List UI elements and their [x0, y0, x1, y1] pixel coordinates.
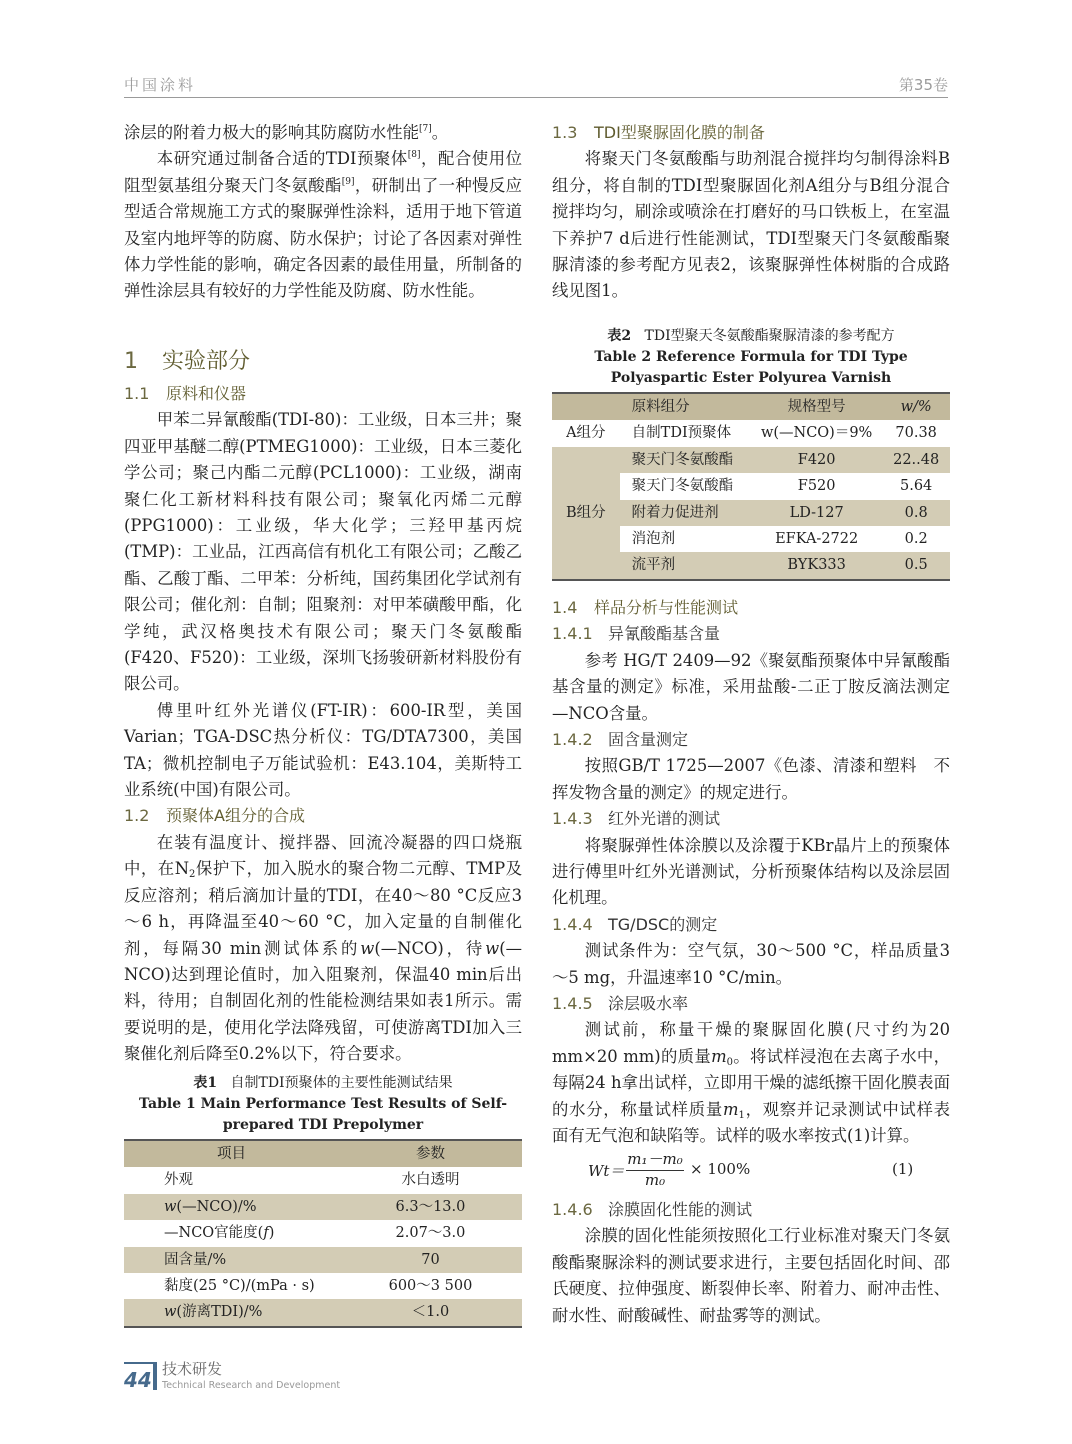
section-1-4-6	[552, 1197, 950, 1329]
paragraph	[552, 833, 950, 912]
subsubsection-heading: 1.4.4 TG/DSC的测定	[552, 914, 718, 934]
text-run: 2	[189, 869, 196, 881]
text-run: 参考 HG/T 2409—92《聚氨酯预聚体中异氰酸酯基含量的测定》标准，采用盐酸-二正丁胺反滴法测定—NCO含量。	[552, 650, 950, 723]
section-1-3	[552, 120, 950, 305]
value-cell: 水白透明	[401, 1172, 460, 1189]
text-run: 测试条件为：空气氛，30～500 °C，样品质量3～5 mg，升温速率10 °C/min。	[552, 941, 950, 987]
section-1-4	[552, 595, 950, 1149]
section-heading: 1 实验部分	[124, 349, 251, 374]
text-run: 涂膜的固化性能须按照化工行业标准对聚天门冬氨酸酯聚脲涂料的测试要求进行，主要包括固化时间、邵氏硬度、拉伸强度、断裂伸长率、附着力、耐冲击性、耐水性、耐酸碱性、耐盐雾等的测试。	[552, 1226, 950, 1325]
table-row	[124, 1167, 522, 1193]
subsubsection-heading: 1.4.6 涂膜固化性能的测试	[552, 1200, 753, 1219]
text-run: 本研究通过制备合适的TDI预聚体	[156, 149, 408, 169]
subsubsection-heading: 1.4.3 红外光谱的测试	[552, 809, 721, 829]
spec-cell: F420	[751, 447, 882, 473]
text-run: 按照GB/T 1725—2007《色漆、清漆和塑料 不挥发物含量的测定》的规定进行。	[552, 756, 950, 802]
item-cell	[124, 1194, 339, 1220]
text-run: (—NCO)达到理论值时，加入阻聚剂，保温40 min后出料，待用；自制固化剂的性能检测结果如表1所示。需要说明的是，使用化学法降残留，可使游离TDI加入三聚催化剂后降至0.2%以下，符合要求。	[124, 938, 522, 1064]
text-run: (—NCO)/%	[176, 1198, 257, 1215]
header-rule	[124, 97, 948, 98]
text-run: 外观	[164, 1172, 193, 1189]
table-row	[552, 420, 950, 446]
value-cell: 2.07～3.0	[395, 1225, 466, 1242]
text-run: 1	[738, 1109, 745, 1121]
volume-label: 第35卷	[898, 76, 948, 94]
journal-name: 中国涂料	[124, 76, 197, 94]
footer-bar	[153, 1362, 157, 1390]
material-cell: 消泡剂	[620, 526, 751, 552]
spec-cell: w(—NCO)＝9%	[751, 420, 882, 446]
table-caption: 表1 自制TDI预聚体的主要性能测试结果 Table 1 Main Performance Test Results of Self-prepared TDI Prepolymer	[138, 1075, 508, 1133]
item-cell	[124, 1167, 339, 1193]
text-run: —NCO官能度(	[164, 1225, 264, 1242]
subsection-heading: 1.1 原料和仪器	[124, 384, 247, 403]
text-run: w	[164, 1198, 177, 1215]
spec-cell: F520	[751, 473, 882, 499]
paragraph	[124, 407, 522, 697]
table-row	[124, 1299, 522, 1326]
table-row	[124, 1247, 522, 1273]
table-row	[552, 447, 950, 473]
text-run: ，研制出了一种慢反应型适合常规施工方式的聚脲弹性涂料，适用于地下管道及室内地坪等的防腐、防水保护；讨论了各因素对弹性体力学性能的影响，确定各因素的最佳用量，所制备的弹性涂层具有较好的力学性能及防腐、防水性能。	[124, 175, 522, 301]
fraction-cell: 0.5	[882, 552, 950, 579]
subsection-heading: 1.4 样品分析与性能测试	[552, 598, 739, 617]
text-run: m	[722, 1099, 739, 1119]
table-2	[552, 326, 950, 581]
table-1	[124, 1073, 522, 1328]
text-run: )	[268, 1225, 275, 1242]
text-run: 。将试样浸泡在去离子水中，每隔24 h拿出试样，立即用干燥的滤纸擦干固化膜表面的水分，称量试样质量	[552, 1046, 951, 1119]
fraction-cell: 0.8	[882, 500, 950, 526]
group-a-cell: A组分	[552, 420, 620, 446]
paragraph	[552, 938, 950, 991]
text-run: w	[164, 1304, 177, 1321]
fraction: $\frac{\text{m₁－m₀}}{\text{m₀}}$	[627, 1150, 683, 1189]
paragraph	[124, 830, 522, 1068]
text-run: [9]	[341, 176, 355, 187]
text-run: [7]	[419, 124, 432, 134]
table-row	[124, 1194, 522, 1220]
item-cell	[124, 1273, 339, 1299]
section-1-1	[124, 381, 522, 1068]
text-run: 将聚天门冬氨酸酯与助剂混合搅拌均匀制得涂料B组分，将自制的TDI型聚脲固化剂A组分与B组分混合搅拌均匀，刷涂或喷涂在打磨好的马口铁板上，在室温下养护7 d后进行性能测试，TDI型聚天门冬氨酸酯聚脲清漆的参考配方见表2，该聚脲弹性体树脂的合成路线见图1。	[552, 149, 950, 301]
text-run: 甲苯二异氰酸酯(TDI-80)：工业级，日本三井；聚四亚甲基醚二醇(PTMEG1000)：工业级，日本三菱化学公司；聚己内酯二元醇(PCL1000)：工业级，湖南聚仁化工新材料科技有限公司；聚氧化丙烯二元醇(PPG1000)：工业级，华大化学；三羟甲基丙烷(TMP)：工业品，江西高信有机化工有限公司；乙酸乙酯、乙酸丁酯、二甲苯：分析纯，国药集团化学试剂有限公司；催化剂：自制；阻聚剂：对甲苯磺酸甲酯，化学纯，武汉格奥技术有限公司；聚天门冬氨酸酯(F420、F520)：工业级，深圳飞扬骏研新材料股份有限公司。	[124, 410, 522, 694]
material-cell: 聚天门冬氨酸酯	[620, 447, 751, 473]
text-run: 0	[726, 1056, 733, 1068]
fraction-cell: 0.2	[882, 526, 950, 552]
fraction-cell: 5.64	[882, 473, 950, 499]
text-run: w	[485, 938, 500, 958]
paragraph	[552, 1017, 950, 1149]
material-cell: 聚天门冬氨酸酯	[620, 473, 751, 499]
text-run: [8]	[407, 150, 421, 161]
table-row	[124, 1220, 522, 1246]
paragraph	[552, 1223, 950, 1329]
text-run: 傅里叶红外光谱仪(FT-IR)：600-IR型，美国Varian；TGA-DSC热分析仪：TG/DTA7300，美国TA；微机控制电子万能试验机：E43.104，美斯特工业系统(中国)有限公司。	[124, 700, 522, 800]
spec-cell: BYK333	[751, 552, 882, 579]
item-cell	[124, 1299, 339, 1326]
paragraph	[124, 698, 522, 804]
table-caption: 表2 TDI型聚天冬氨酸酯聚脲清漆的参考配方 Table 2 Reference Formula for TDI Type Polyaspartic Ester Polyurea Varnish	[594, 328, 908, 386]
text-run: 在装有温度计、搅拌器、回流冷凝器的四口烧瓶中，在N	[124, 832, 522, 879]
item-cell	[124, 1220, 339, 1246]
page-number: 44	[124, 1362, 154, 1392]
material-cell: 自制TDI预聚体	[620, 420, 751, 446]
subsection-heading: 1.2 预聚体A组分的合成	[124, 806, 305, 826]
paragraph	[552, 648, 950, 727]
text-run: 涂层的附着力极大的影响其防腐防水性能	[124, 123, 420, 142]
text-run: 将聚脲弹性体涂膜以及涂覆于KBr晶片上的预聚体进行傅里叶红外光谱测试，分析预聚体结构以及涂层固化机理。	[552, 835, 950, 908]
paragraph	[552, 146, 950, 304]
footer-section-zh: 技术研发	[162, 1360, 223, 1378]
subsubsection-heading: 1.4.5 涂层吸水率	[552, 994, 689, 1014]
text-run: (游离TDI)/%	[176, 1304, 263, 1321]
value-cell: ＜1.0	[411, 1304, 450, 1321]
left-column	[124, 120, 522, 305]
text-run: w	[360, 938, 375, 958]
subsubsection-heading: 1.4.2 固含量测定	[552, 730, 689, 749]
text-run: ，观察并记录测试中试样表面有无气泡和缺陷等。试样的吸水率按式(1)计算。	[552, 1099, 951, 1146]
table-2-grid: 原料组分 规格型号 w/% A组分 自制TDI预聚体 w(—NCO)＝9% 70.38 B组分 聚天门冬氨酸酯 F420 22..48 聚天门冬氨酸酯 F520 5.64 附着力促进剂 LD-127 0.8 消泡剂 EFKA-2722 0.2 流平剂 BYK333 0.5	[552, 392, 950, 581]
value-cell: 600～3 500	[388, 1278, 473, 1295]
item-cell	[124, 1247, 339, 1273]
text-run: 。	[431, 123, 449, 142]
text-run: 保护下，加入脱水的聚合物二元醇、TMP及反应溶剂；稍后滴加计量的TDI，在40～80 °C反应3～6 h，再降温至40～60 °C，加入定量的自制催化剂，每隔30 min测试体系的	[124, 859, 522, 958]
text-run: 测试前，称量干燥的聚脲固化膜(尺寸约为20 mm×20 mm)的质量	[552, 1020, 950, 1066]
value-cell: 70	[421, 1251, 440, 1268]
table-1-grid: 项目 参数 外观 水白透明 w(—NCO)/% 6.3～13.0 —NCO官能度(f) 2.07～3.0 固含量/% 70 黏度(25 °C)/(mPa · s) 600～3 500 w(游离TDI)/% ＜1.0	[124, 1139, 522, 1328]
subsection-heading: 1.3 TDI型聚脲固化膜的制备	[552, 123, 765, 142]
text-run: ，配合使用位阻型氨基组分聚天门冬氨酸酯	[124, 149, 522, 195]
spec-cell: LD-127	[751, 500, 882, 526]
table-row	[124, 1273, 522, 1299]
text-run: m	[711, 1046, 727, 1066]
subsubsection-heading: 1.4.1 异氰酸酯基含量	[552, 624, 721, 644]
paragraph	[124, 146, 522, 304]
section-1	[124, 345, 522, 379]
material-cell: 附着力促进剂	[620, 500, 751, 526]
value-cell: 6.3～13.0	[395, 1198, 466, 1215]
fraction-cell: 70.38	[882, 420, 950, 446]
text-run: 固含量/%	[164, 1251, 227, 1268]
equation-1: Wt＝ $\frac{\text{m₁－m₀}}{\text{m₀}}$ × 100% (1)	[588, 1150, 914, 1189]
text-run: f	[263, 1225, 269, 1242]
material-cell: 流平剂	[620, 552, 751, 579]
footer-section-en: Technical Research and Development	[162, 1380, 341, 1391]
paragraph	[552, 753, 950, 806]
paragraph	[124, 120, 522, 146]
group-b-cell: B组分	[552, 447, 620, 580]
text-run: 黏度(25 °C)/(mPa · s)	[164, 1278, 315, 1295]
fraction-cell: 22..48	[882, 447, 950, 473]
text-run: (—NCO)，待	[374, 938, 486, 958]
spec-cell: EFKA-2722	[751, 526, 882, 552]
